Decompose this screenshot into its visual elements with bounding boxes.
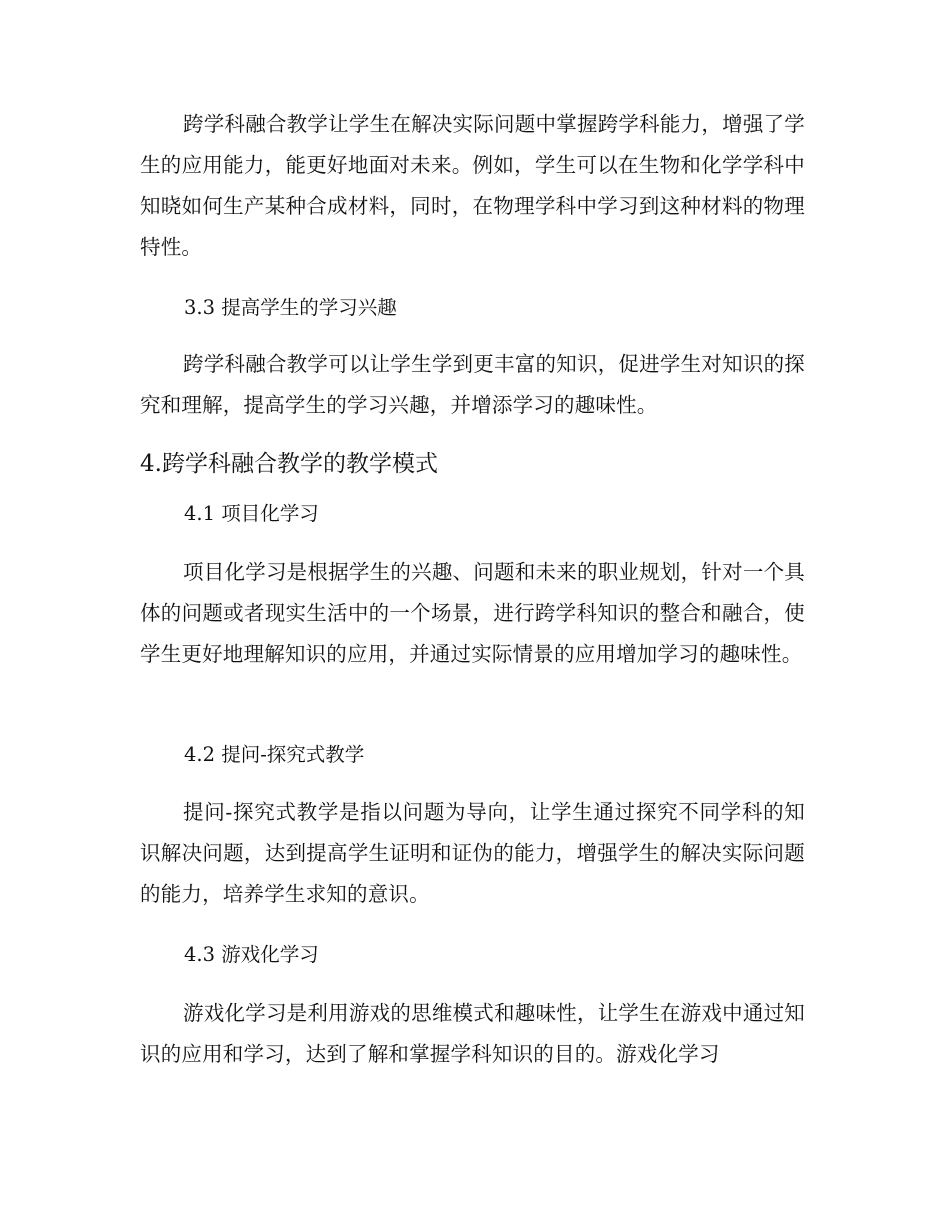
paragraph-project-learning: 项目化学习是根据学生的兴趣、问题和未来的职业规划，针对一个具体的问题或者现实生活中的一个场景，进行跨学科知识的整合和融合，使学生更好地理解知识的应用，并通过实际情景的应用增加学习的趣味性。 [140, 560, 805, 666]
paragraph-inquiry-teaching: 提问-探究式教学是指以问题为导向，让学生通过探究不同学科的知识解决问题，达到提高学生证明和证伪的能力，增强学生的解决实际问题的能力，培养学生求知的意识。 [140, 800, 805, 906]
subheading-4-2: 4.2 提问-探究式教学 [184, 743, 365, 766]
subheading-4-3: 4.3 游戏化学习 [184, 943, 319, 966]
paragraph-learning-interest: 跨学科融合教学可以让学生学到更丰富的知识，促进学生对知识的探究和理解，提高学生的学习兴趣，并增添学习的趣味性。 [140, 352, 805, 417]
paragraph-gamified-learning: 游戏化学习是利用游戏的思维模式和趣味性，让学生在游戏中通过知识的应用和学习，达到了解和掌握学科知识的目的。游戏化学习 [140, 1001, 805, 1066]
subheading-3-3: 3.3 提高学生的学习兴趣 [184, 296, 397, 319]
subheading-4-1: 4.1 项目化学习 [184, 502, 319, 525]
paragraph-cross-discipline-ability: 跨学科融合教学让学生在解决实际问题中掌握跨学科能力，增强了学生的应用能力，能更好地面对未来。例如，学生可以在生物和化学学科中知晓如何生产某种合成材料，同时，在物理学科中学习到这种材料的物理特性。 [140, 112, 805, 259]
section-heading-4: 4.跨学科融合教学的教学模式 [140, 451, 438, 477]
